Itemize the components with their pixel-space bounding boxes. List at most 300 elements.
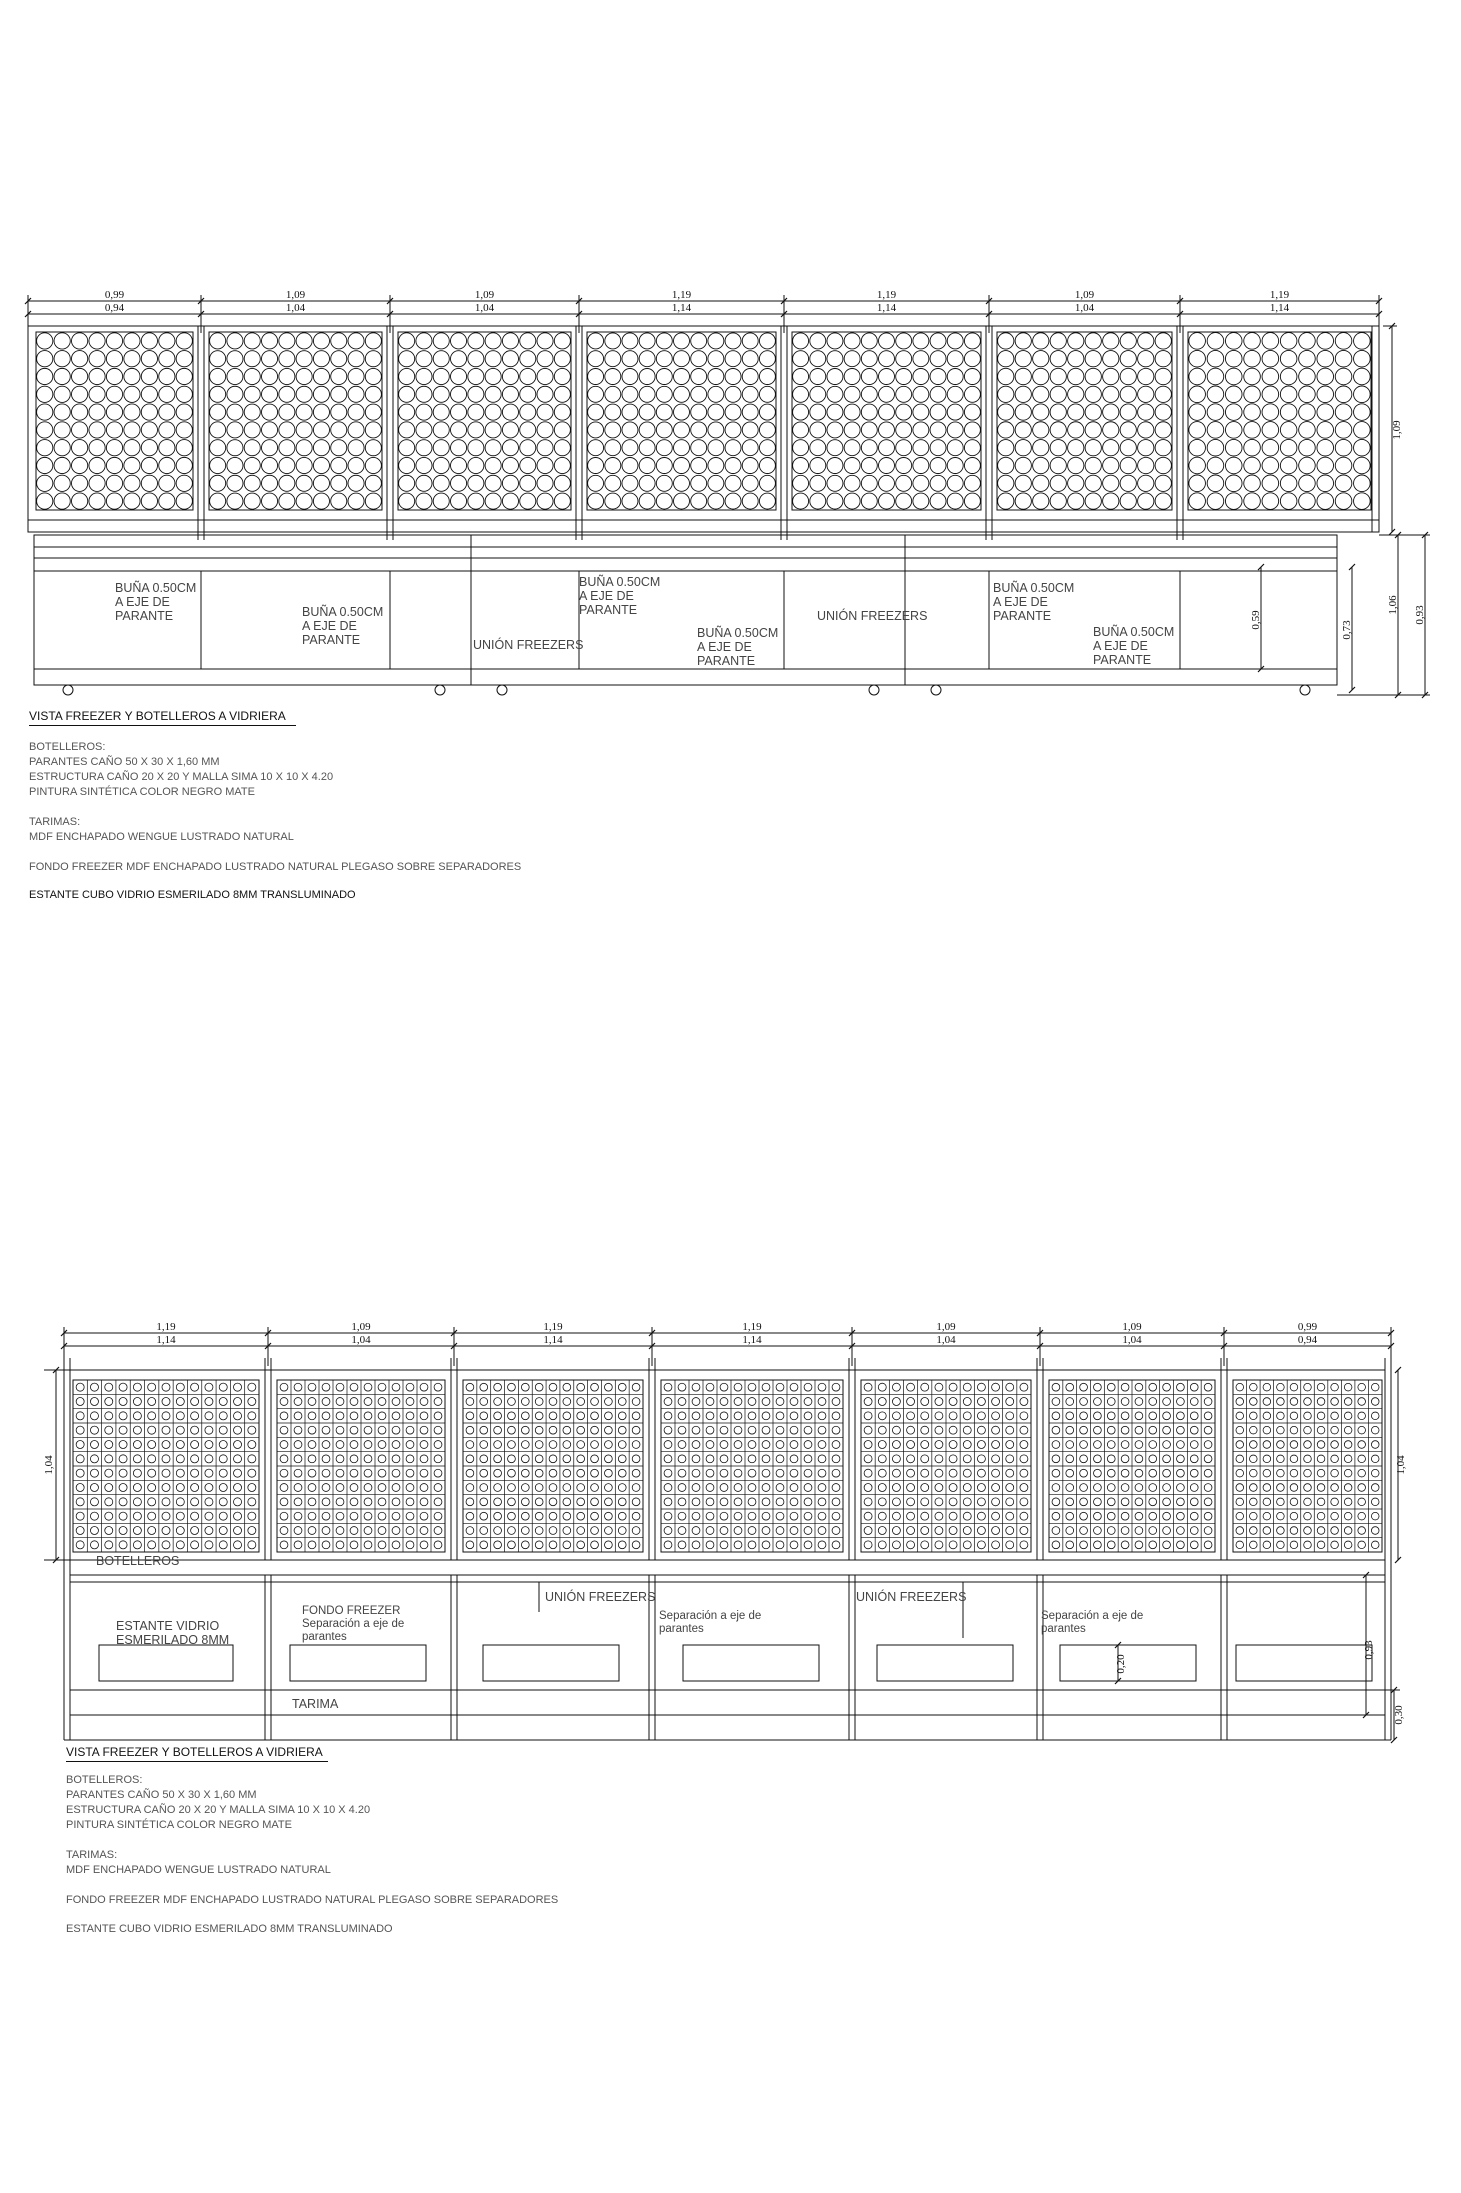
bottle-slot (1050, 386, 1066, 402)
bottle-slot (294, 1541, 302, 1549)
bottle-slot (762, 1484, 770, 1492)
bottle-slot (678, 1412, 686, 1420)
bottle-slot (832, 1484, 840, 1492)
bottle-slot (466, 1455, 474, 1463)
bottle-slot (804, 1527, 812, 1535)
bottle-slot (176, 1483, 184, 1491)
bottle-slot (280, 1455, 288, 1463)
bottle-slot (1207, 333, 1224, 350)
bottle-slot (535, 1441, 543, 1449)
bottle-slot (930, 369, 946, 385)
bottle-slot (591, 1412, 599, 1420)
bottle-slot (1299, 422, 1316, 439)
bottle-slot (124, 440, 140, 456)
bottle-slot (350, 1541, 358, 1549)
bottle-slot (674, 422, 690, 438)
bottle-slot (348, 351, 364, 367)
bottle-slot (1177, 1484, 1185, 1492)
bottle-slot (618, 1469, 626, 1477)
bottle-slot (947, 475, 963, 491)
bottle-slot (141, 440, 157, 456)
bottle-slot (1317, 1398, 1325, 1406)
bottle-slot (336, 1527, 344, 1535)
bottle-slot (76, 1440, 84, 1448)
bottle-slot (124, 351, 140, 367)
bottle-slot (563, 1527, 571, 1535)
glass-shelf (483, 1645, 619, 1681)
bottle-slot (37, 351, 53, 367)
bottle-slot (1277, 1469, 1285, 1477)
height-dimension-label: 1,04 (1395, 1455, 1407, 1475)
bottle-slot (577, 1412, 585, 1420)
bottle-slot (1335, 350, 1352, 367)
bottle-slot (162, 1498, 170, 1506)
bottle-slot (674, 369, 690, 385)
bottle-slot (1094, 1412, 1102, 1420)
bottle-slot (963, 1541, 971, 1549)
bottle-slot (420, 1426, 428, 1434)
bottle-slot (468, 422, 484, 438)
bottle-slot (549, 1541, 557, 1549)
bottle-slot (1204, 1398, 1212, 1406)
bottle-slot (378, 1455, 386, 1463)
bottle-slot (748, 1398, 756, 1406)
bottle-slot (588, 404, 604, 420)
bottle-slot (963, 1398, 971, 1406)
bottle-slot (622, 369, 638, 385)
bottle-slot (331, 493, 347, 509)
bottle-rack-panel (209, 332, 382, 510)
bottle-slot (420, 1498, 428, 1506)
bottle-slot (762, 1412, 770, 1420)
bottle-slot (678, 1426, 686, 1434)
bottle-slot (451, 404, 467, 420)
bottle-slot (674, 386, 690, 402)
bottle-slot (1080, 1441, 1088, 1449)
bottle-slot (591, 1441, 599, 1449)
bottle-slot (294, 1512, 302, 1520)
bottle-slot (1015, 404, 1031, 420)
bottle-slot (219, 1455, 227, 1463)
bottle-slot (706, 1398, 714, 1406)
bottle-slot (1066, 1498, 1074, 1506)
bottle-slot (313, 404, 329, 420)
bottle-slot (480, 1512, 488, 1520)
bottle-slot (864, 1412, 872, 1420)
bottle-slot (537, 475, 553, 491)
bottle-slot (861, 458, 877, 474)
bottle-slot (1190, 1484, 1198, 1492)
bottle-slot (76, 1469, 84, 1477)
bottle-slot (1033, 333, 1049, 349)
bottle-slot (591, 1398, 599, 1406)
bottle-slot (964, 369, 980, 385)
bottle-slot (1068, 475, 1084, 491)
union-freezers-label: UNIÓN FREEZERS (856, 1590, 967, 1604)
bottle-slot (913, 440, 929, 456)
bottle-slot (656, 351, 672, 367)
dimension-label: 1,19 (1269, 289, 1290, 301)
bottle-slot (656, 404, 672, 420)
bottle-slot (1204, 1469, 1212, 1477)
bottle-slot (494, 1512, 502, 1520)
bottle-slot (864, 1398, 872, 1406)
bottle-slot (244, 333, 260, 349)
bottle-slot (537, 404, 553, 420)
bottle-slot (1080, 1541, 1088, 1549)
bottle-slot (549, 1398, 557, 1406)
bottle-slot (364, 1498, 372, 1506)
bottle-slot (336, 1455, 344, 1463)
bottle-slot (878, 1426, 886, 1434)
bottle-slot (537, 386, 553, 402)
bottle-slot (1371, 1412, 1379, 1420)
bottle-slot (1020, 1426, 1028, 1434)
bottle-slot (106, 333, 122, 349)
union-freezers-label: UNIÓN FREEZERS (545, 1590, 656, 1604)
dimension-label: 1,19 (543, 1321, 563, 1333)
bottle-slot (1304, 1527, 1312, 1535)
bottle-slot (844, 333, 860, 349)
bottle-slot (832, 1441, 840, 1449)
bottle-slot (844, 369, 860, 385)
bottle-slot (618, 1412, 626, 1420)
bottle-slot (864, 1541, 872, 1549)
bottle-slot (1120, 404, 1136, 420)
bottle-slot (762, 1498, 770, 1506)
bottle-slot (1107, 1441, 1115, 1449)
bottle-slot (1225, 493, 1242, 510)
bottle-slot (639, 458, 655, 474)
bruna-label: A EJE DE (115, 595, 170, 609)
bottle-slot (678, 1512, 686, 1520)
bottle-slot (827, 475, 843, 491)
bottle-slot (331, 440, 347, 456)
bottle-slot (776, 1383, 784, 1391)
bottle-slot (1304, 1498, 1312, 1506)
bottle-slot (162, 1541, 170, 1549)
bottle-slot (605, 333, 621, 349)
bottle-slot (1344, 1512, 1352, 1520)
bottle-slot (1250, 1469, 1258, 1477)
bottle-slot (1244, 475, 1261, 492)
bottle-slot (54, 368, 70, 384)
bottle-slot (1263, 1383, 1271, 1391)
bottle-slot (1190, 1541, 1198, 1549)
bottle-slot (1335, 333, 1352, 350)
bottle-slot (947, 422, 963, 438)
bottle-slot (106, 368, 122, 384)
bottle-slot (90, 1440, 98, 1448)
bottle-slot (1358, 1455, 1366, 1463)
bottle-slot (1006, 1426, 1014, 1434)
bottle-slot (296, 475, 312, 491)
bottle-slot (605, 493, 621, 509)
bottle-slot (864, 1441, 872, 1449)
bottle-slot (159, 404, 175, 420)
bottle-slot (790, 1455, 798, 1463)
bottle-slot (520, 440, 536, 456)
bottle-slot (159, 422, 175, 438)
bottle-slot (1358, 1469, 1366, 1477)
bottle-slot (1277, 1398, 1285, 1406)
bottle-slot (1066, 1412, 1074, 1420)
bottle-slot (248, 1512, 256, 1520)
bottle-slot (365, 368, 381, 384)
bottle-slot (1094, 1541, 1102, 1549)
bottle-slot (1358, 1541, 1366, 1549)
bottle-slot (480, 1484, 488, 1492)
bottle-slot (935, 1426, 943, 1434)
bottle-slot (674, 404, 690, 420)
bottle-slot (1033, 386, 1049, 402)
bottle-slot (1354, 475, 1371, 492)
bottle-slot (664, 1527, 672, 1535)
bottle-slot (336, 1441, 344, 1449)
bottle-slot (1262, 457, 1279, 474)
bottle-slot (350, 1398, 358, 1406)
bottle-slot (296, 333, 312, 349)
bottle-slot (105, 1455, 113, 1463)
bottle-slot (1204, 1527, 1212, 1535)
bottle-slot (804, 1512, 812, 1520)
bottle-slot (605, 1512, 613, 1520)
bottle-slot (992, 1455, 1000, 1463)
bottle-slot (1277, 1484, 1285, 1492)
bottom-tarimas-line-1: MDF ENCHAPADO WENGUE LUSTRADO NATURAL (66, 1864, 331, 1876)
bottle-slot (605, 1426, 613, 1434)
bottle-slot (1020, 1484, 1028, 1492)
bottle-slot (119, 1412, 127, 1420)
bottle-slot (1149, 1527, 1157, 1535)
bottle-slot (1344, 1455, 1352, 1463)
bottle-slot (434, 1527, 442, 1535)
bottle-slot (148, 1383, 156, 1391)
bottle-slot (1304, 1412, 1312, 1420)
bottle-slot (76, 1397, 84, 1405)
bottle-slot (313, 422, 329, 438)
bottle-slot (378, 1512, 386, 1520)
fondo-freezer-label: Separación a eje de (302, 1618, 405, 1630)
bottle-slot (1236, 1383, 1244, 1391)
bottle-slot (1135, 1498, 1143, 1506)
bottle-slot (878, 1455, 886, 1463)
bottle-slot (1189, 457, 1206, 474)
bottle-slot (262, 351, 278, 367)
bottle-slot (219, 1526, 227, 1534)
bottle-slot (1094, 1512, 1102, 1520)
bottle-slot (365, 475, 381, 491)
bottle-slot (639, 440, 655, 456)
bottle-slot (992, 1484, 1000, 1492)
bottle-slot (1358, 1426, 1366, 1434)
bottle-slot (913, 351, 929, 367)
bottle-slot (935, 1441, 943, 1449)
bottle-slot (106, 440, 122, 456)
dimension-label: 0,99 (1297, 1321, 1318, 1333)
bottle-slot (119, 1512, 127, 1520)
bottle-slot (1280, 368, 1297, 385)
bottle-slot (1299, 386, 1316, 403)
bottle-slot (434, 1512, 442, 1520)
bottle-slot (1290, 1527, 1298, 1535)
bottle-slot (605, 475, 621, 491)
bottle-slot (451, 422, 467, 438)
bottle-slot (963, 1455, 971, 1463)
bottle-slot (176, 457, 192, 473)
bottle-slot (588, 458, 604, 474)
bottle-slot (1155, 333, 1171, 349)
bottle-slot (1020, 1527, 1028, 1535)
bottle-slot (1177, 1412, 1185, 1420)
bottle-slot (674, 475, 690, 491)
bottle-slot (1006, 1512, 1014, 1520)
bottle-slot (790, 1398, 798, 1406)
bottle-slot (378, 1527, 386, 1535)
bottle-slot (535, 1541, 543, 1549)
bottle-slot (90, 1498, 98, 1506)
bottle-slot (480, 1426, 488, 1434)
bottle-slot (313, 457, 329, 473)
bottle-slot (1344, 1484, 1352, 1492)
bottle-slot (790, 1498, 798, 1506)
bottle-slot (262, 386, 278, 402)
bottle-slot (1052, 1469, 1060, 1477)
bruna-label: PARANTE (115, 609, 174, 623)
bottle-slot (433, 457, 449, 473)
bottle-slot (762, 1541, 770, 1549)
bottle-slot (159, 493, 175, 509)
bottle-slot (1335, 457, 1352, 474)
bottle-slot (1354, 333, 1371, 350)
bottle-slot (485, 368, 501, 384)
bottle-slot (1277, 1527, 1285, 1535)
bottle-slot (632, 1541, 640, 1549)
bottle-slot (280, 1484, 288, 1492)
bottle-slot (1358, 1512, 1366, 1520)
caster-wheel (931, 685, 941, 695)
bottle-slot (1189, 493, 1206, 510)
bottle-slot (350, 1484, 358, 1492)
bottle-slot (159, 440, 175, 456)
bottle-slot (949, 1484, 957, 1492)
bottle-slot (664, 1426, 672, 1434)
bottle-slot (1225, 350, 1242, 367)
bottle-slot (1344, 1541, 1352, 1549)
bottle-slot (622, 458, 638, 474)
bottom-botelleros-line-2: ESTRUCTURA CAÑO 20 X 20 Y MALLA SIMA 10 X 10 X 4.20 (66, 1804, 371, 1816)
bottle-slot (468, 333, 484, 349)
bottle-slot (1006, 1498, 1014, 1506)
bottle-slot (1094, 1398, 1102, 1406)
bottle-slot (1190, 1498, 1198, 1506)
bottle-slot (977, 1541, 985, 1549)
bottle-slot (691, 440, 707, 456)
bottle-slot (1177, 1398, 1185, 1406)
bottle-slot (1085, 422, 1101, 438)
bottle-slot (622, 422, 638, 438)
bottle-slot (535, 1512, 543, 1520)
bottle-slot (1236, 1498, 1244, 1506)
bottle-slot (451, 351, 467, 367)
bottle-slot (1033, 351, 1049, 367)
bottle-slot (964, 493, 980, 509)
bottle-slot (591, 1484, 599, 1492)
bottle-slot (162, 1383, 170, 1391)
bottle-slot (605, 1498, 613, 1506)
bottle-slot (907, 1455, 915, 1463)
bottle-slot (1107, 1527, 1115, 1535)
bottle-slot (119, 1383, 127, 1391)
bottle-slot (191, 1541, 199, 1549)
bottle-slot (1189, 422, 1206, 439)
bottle-rack-panel (587, 332, 776, 510)
bottle-slot (1052, 1441, 1060, 1449)
bottle-slot (563, 1455, 571, 1463)
dimension-label: 1,09 (1122, 1321, 1142, 1333)
bottle-slot (1335, 386, 1352, 403)
bottle-slot (331, 386, 347, 402)
bottle-slot (1290, 1541, 1298, 1549)
bottle-slot (535, 1455, 543, 1463)
bottle-slot (810, 422, 826, 438)
bottle-slot (1277, 1455, 1285, 1463)
bottle-slot (348, 493, 364, 509)
bottle-slot (537, 368, 553, 384)
bottle-slot (406, 1498, 414, 1506)
bottle-slot (1354, 439, 1371, 456)
bottle-slot (1050, 404, 1066, 420)
bottle-slot (1263, 1484, 1271, 1492)
bottle-slot (879, 440, 895, 456)
bottle-slot (433, 475, 449, 491)
bottle-slot (921, 1398, 929, 1406)
bottle-slot (494, 1426, 502, 1434)
bottle-slot (244, 368, 260, 384)
bottle-slot (1263, 1412, 1271, 1420)
bottle-slot (399, 422, 415, 438)
bottle-slot (921, 1441, 929, 1449)
bottle-slot (734, 1527, 742, 1535)
bottle-slot (656, 458, 672, 474)
bottle-slot (219, 1512, 227, 1520)
bottle-slot (1163, 1441, 1171, 1449)
bottle-slot (1138, 333, 1154, 349)
bottle-slot (205, 1483, 213, 1491)
bottle-slot (964, 475, 980, 491)
bottle-slot (1080, 1426, 1088, 1434)
caster-wheel (63, 685, 73, 695)
bottle-slot (706, 1426, 714, 1434)
bottle-slot (790, 1512, 798, 1520)
bottle-slot (535, 1484, 543, 1492)
bottle-slot (1138, 457, 1154, 473)
bottle-slot (1250, 1426, 1258, 1434)
bottle-slot (520, 368, 536, 384)
bottle-slot (935, 1412, 943, 1420)
bottle-slot (468, 351, 484, 367)
bottle-slot (350, 1426, 358, 1434)
bottle-slot (1244, 368, 1261, 385)
bottle-slot (399, 404, 415, 420)
bottle-slot (535, 1498, 543, 1506)
bottle-slot (674, 440, 690, 456)
bottle-slot (141, 351, 157, 367)
bottle-slot (1015, 457, 1031, 473)
bottle-slot (406, 1383, 414, 1391)
bottle-slot (549, 1469, 557, 1477)
bottle-slot (1280, 457, 1297, 474)
